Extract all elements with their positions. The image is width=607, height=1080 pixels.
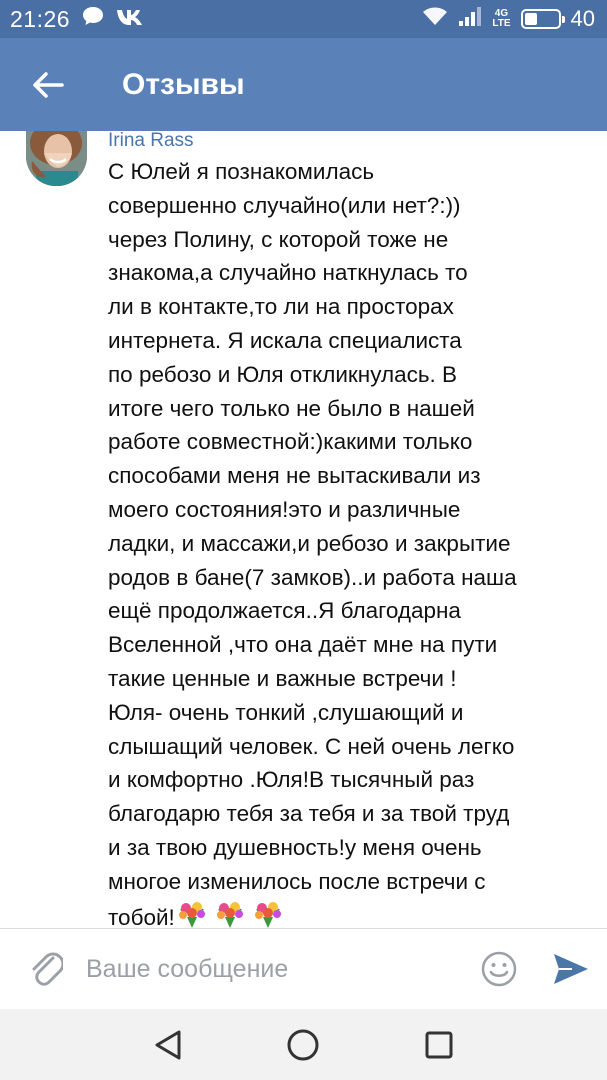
comment-line — [108, 324, 588, 358]
comment-line-text: ли в контакте,то ли на просторах — [108, 294, 454, 320]
vk-icon — [116, 6, 144, 32]
comment-line — [108, 899, 588, 928]
comment-line-text: Вселенной ,что она даёт мне на пути — [108, 632, 498, 658]
comment-line-text: итоге чего только не было в нашей — [108, 395, 475, 421]
nav-back-icon — [153, 1029, 183, 1061]
comment-line-text: моего состояния!это и различные — [108, 496, 461, 522]
avatar[interactable] — [26, 131, 87, 186]
system-nav-bar — [0, 1009, 607, 1080]
send-button[interactable] — [535, 929, 607, 1009]
attach-button[interactable] — [10, 929, 82, 1009]
comment-line-text: работе совместной:)какими только — [108, 429, 473, 455]
send-icon — [552, 952, 590, 986]
comment-line-text: родов в бане(7 замков)..и работа наша — [108, 564, 517, 590]
comment-line — [108, 696, 588, 730]
comment-line-text: такие ценные и важные встречи ! — [108, 665, 457, 691]
nav-home-icon — [286, 1028, 320, 1062]
back-button[interactable] — [0, 38, 96, 131]
comment-line — [108, 256, 588, 290]
comment-line-text: интернета. Я искала специалиста — [108, 327, 462, 353]
comment-line — [108, 425, 588, 459]
comment-line — [108, 797, 588, 831]
comment-text — [108, 155, 588, 928]
comment-line — [108, 662, 588, 696]
battery-level: 40 — [570, 6, 595, 31]
app-header — [0, 38, 607, 131]
comment-line — [108, 831, 588, 865]
signal-icon — [458, 6, 482, 32]
comment-line — [108, 392, 588, 426]
comment-line-text: по ребозо и Юля откликнулась. В — [108, 361, 458, 387]
battery-fill — [525, 13, 538, 25]
status-time: 21:26 — [10, 5, 71, 32]
comment-line-text: С Юлей я познакомилась — [108, 159, 375, 184]
battery-icon — [521, 9, 561, 29]
comment-author[interactable]: Irina Rass — [108, 131, 194, 151]
emoji-row — [177, 899, 283, 928]
comment-line — [108, 763, 588, 797]
comment-line — [108, 628, 588, 662]
bouquet-icon — [215, 899, 245, 928]
comment-line — [108, 358, 588, 392]
comment-line — [108, 865, 588, 899]
nav-home-button[interactable] — [273, 1015, 333, 1075]
comment-line-text: слышащий человек. С ней очень легко — [108, 733, 515, 759]
nav-recent-button[interactable] — [409, 1015, 469, 1075]
nav-back-button[interactable] — [138, 1015, 198, 1075]
comment-line — [108, 493, 588, 527]
smiley-icon — [480, 950, 518, 988]
comment-line-text: многое изменилось после встречи с — [108, 868, 486, 894]
comment-line-text: благодарю тебя за тебя и за твой труд — [108, 801, 510, 827]
message-input[interactable] — [82, 939, 463, 999]
nav-recent-icon — [424, 1030, 454, 1060]
comment-line-text: и за твою душевность!у меня очень — [108, 834, 482, 860]
comment-line-text: через Полину, с которой тоже не — [108, 226, 449, 252]
comment-line — [108, 561, 588, 595]
comment-line-text: совершенно случайно(или нет?:)) — [108, 192, 461, 218]
comment-line — [108, 223, 588, 257]
comment-line — [108, 527, 588, 561]
comment-line-text: тобой! — [108, 904, 175, 928]
network-type — [492, 9, 510, 29]
comment-line — [108, 459, 588, 493]
comment-thread — [0, 131, 607, 928]
emoji-button[interactable] — [463, 929, 535, 1009]
paperclip-icon — [29, 950, 63, 988]
comment-line — [108, 189, 588, 223]
bouquet-icon — [177, 899, 207, 928]
comment-line-text: способами меня не вытаскивали из — [108, 463, 481, 489]
comment-line — [108, 290, 588, 324]
wifi-icon — [422, 6, 448, 32]
comment-line-text: ладки, и массажи,и ребозо и закрытие — [108, 530, 511, 556]
comment-line — [108, 155, 588, 189]
bouquet-icon — [253, 899, 283, 928]
back-arrow-icon — [32, 71, 64, 99]
comment-line — [108, 594, 588, 628]
message-composer — [0, 929, 607, 1009]
page-title: Отзывы — [122, 67, 245, 101]
network-type-bottom: LTE — [492, 18, 511, 29]
comment-line-text: знакома,а случайно наткнулась то — [108, 260, 468, 286]
comment-line — [108, 730, 588, 764]
status-right — [422, 6, 595, 32]
chat-bubble-icon — [82, 6, 104, 32]
status-bar — [0, 0, 607, 38]
status-left — [10, 6, 144, 33]
comment-line-text: Юля- очень тонкий ,слушающий и — [108, 699, 464, 725]
comment-line-text: ещё продолжается..Я благодарна — [108, 598, 461, 624]
network-type-top: 4G — [494, 8, 509, 19]
comment-line-text: и комфортно .Юля!В тысячный раз — [108, 767, 475, 793]
